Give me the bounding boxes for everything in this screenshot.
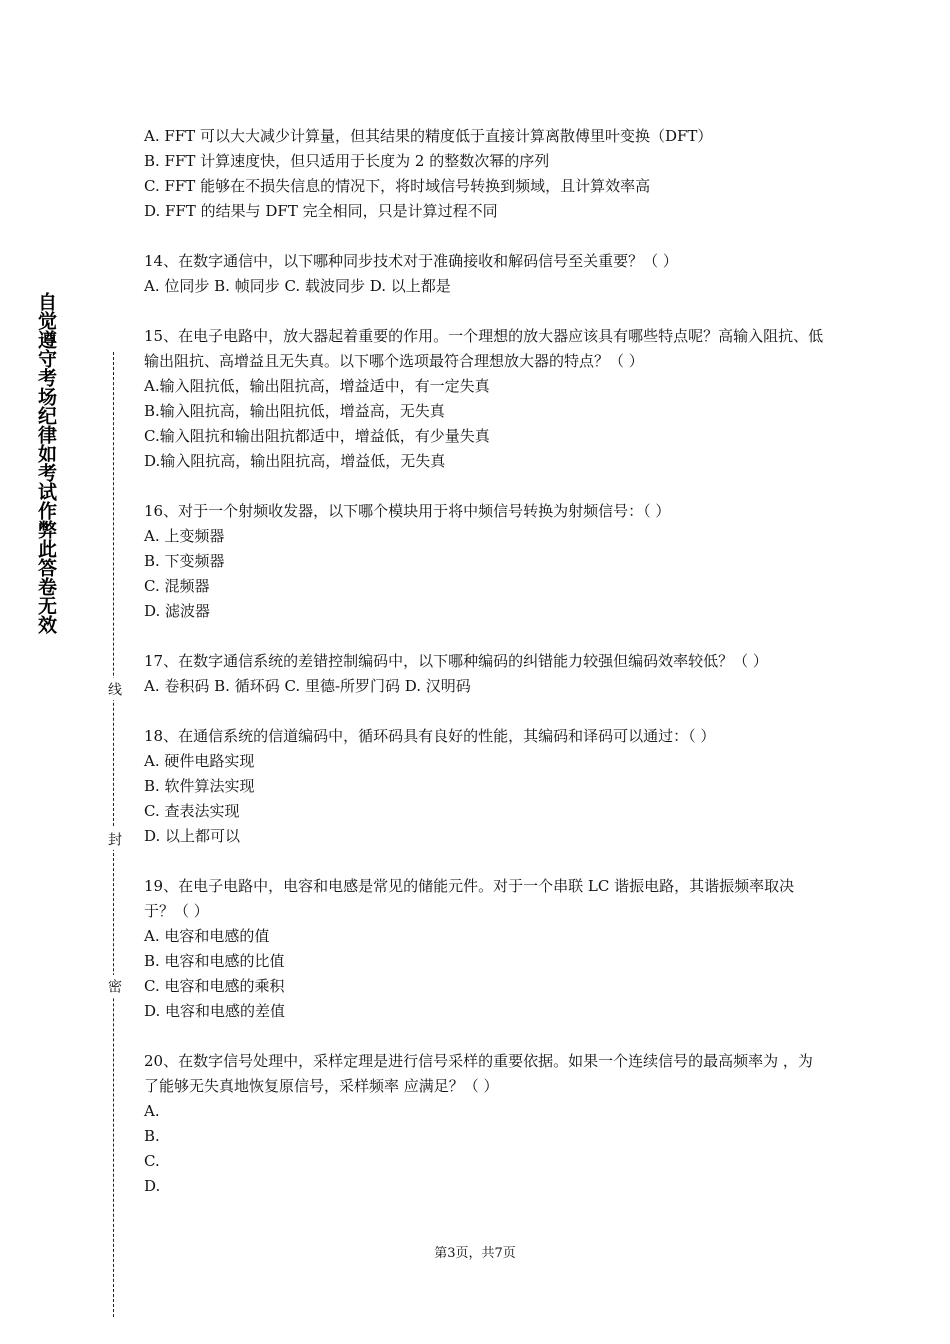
q20-option-c: C. <box>144 1152 160 1170</box>
q20-option-b: B. <box>144 1127 160 1145</box>
q16-option-b: B. 下变频器 <box>144 552 225 570</box>
q20-stem: 20、在数字信号处理中，采样定理是进行信号采样的重要依据。如果一个连续信号的最高频率为 ，为了能够无失真地恢复原信号，采样频率 应满足？（ ） <box>144 1052 813 1095</box>
question-19 <box>144 874 824 1024</box>
binding-label-feng: 封 <box>106 828 122 850</box>
q15-option-a: A.输入阻抗低，输出阻抗高，增益适中，有一定失真 <box>144 377 490 395</box>
question-17 <box>144 649 824 699</box>
q17-stem: 17、在数字通信系统的差错控制编码中，以下哪种编码的纠错能力较强但编码效率较低？（ ） <box>144 652 768 670</box>
q19-option-b: B. 电容和电感的比值 <box>144 952 285 970</box>
q17-options: A. 卷积码 B. 循环码 C. 里德-所罗门码 D. 汉明码 <box>144 677 471 695</box>
q18-option-c: C. 查表法实现 <box>144 802 240 820</box>
page-number-footer: 第3页，共7页 <box>434 1246 516 1261</box>
side-notice: 自觉遵守考场纪律如考试作弊此答卷无效 <box>35 292 57 634</box>
q18-stem: 18、在通信系统的信道编码中，循环码具有良好的性能，其编码和译码可以通过：（ ） <box>144 727 716 745</box>
question-13-options <box>144 124 824 224</box>
q15-stem: 15、在电子电路中，放大器起着重要的作用。一个理想的放大器应该具有哪些特点呢？高输入阻抗、低输出阻抗、高增益且无失真。以下哪个选项最符合理想放大器的特点？（ ） <box>144 327 824 370</box>
question-20 <box>144 1049 824 1199</box>
q16-option-c: C. 混频器 <box>144 577 210 595</box>
q18-option-b: B. 软件算法实现 <box>144 777 255 795</box>
question-content <box>144 124 824 1199</box>
q18-option-d: D. 以上都可以 <box>144 827 241 845</box>
question-18 <box>144 724 824 849</box>
q20-option-d: D. <box>144 1177 161 1195</box>
q15-option-b: B.输入阻抗高，输出阻抗低，增益高，无失真 <box>144 402 445 420</box>
q14-stem: 14、在数字通信中，以下哪种同步技术对于准确接收和解码信号至关重要？（ ） <box>144 252 678 270</box>
question-14 <box>144 249 824 299</box>
q19-option-a: A. 电容和电感的值 <box>144 927 270 945</box>
q13-option-d: D. FFT 的结果与 DFT 完全相同，只是计算过程不同 <box>144 202 498 220</box>
q18-option-a: A. 硬件电路实现 <box>144 752 255 770</box>
q13-option-c: C. FFT 能够在不损失信息的情况下，将时域信号转换到频域，且计算效率高 <box>144 177 651 195</box>
q13-option-b: B. FFT 计算速度快，但只适用于长度为 2 的整数次幂的序列 <box>144 152 550 170</box>
q15-option-c: C.输入阻抗和输出阻抗都适中，增益低，有少量失真 <box>144 427 490 445</box>
q19-option-d: D. 电容和电感的差值 <box>144 1002 286 1020</box>
q16-option-d: D. 滤波器 <box>144 602 211 620</box>
q19-option-c: C. 电容和电感的乘积 <box>144 977 285 995</box>
q15-option-d: D.输入阻抗高，输出阻抗高，增益低，无失真 <box>144 452 446 470</box>
question-15 <box>144 324 824 474</box>
q16-option-a: A. 上变频器 <box>144 527 225 545</box>
q20-option-a: A. <box>144 1102 160 1120</box>
q14-options: A. 位同步 B. 帧同步 C. 载波同步 D. 以上都是 <box>144 277 451 295</box>
q19-stem: 19、在电子电路中，电容和电感是常见的储能元件。对于一个串联 LC 谐振电路，其谐振频率取决于？（ ） <box>144 877 795 920</box>
binding-label-xian: 线 <box>106 678 122 700</box>
q16-stem: 16、对于一个射频收发器，以下哪个模块用于将中频信号转换为射频信号：（ ） <box>144 502 671 520</box>
binding-label-mi: 密 <box>106 975 122 997</box>
question-16 <box>144 499 824 624</box>
q13-option-a: A. FFT 可以大大减少计算量，但其结果的精度低于直接计算离散傅里叶变换（DFT） <box>144 127 713 145</box>
